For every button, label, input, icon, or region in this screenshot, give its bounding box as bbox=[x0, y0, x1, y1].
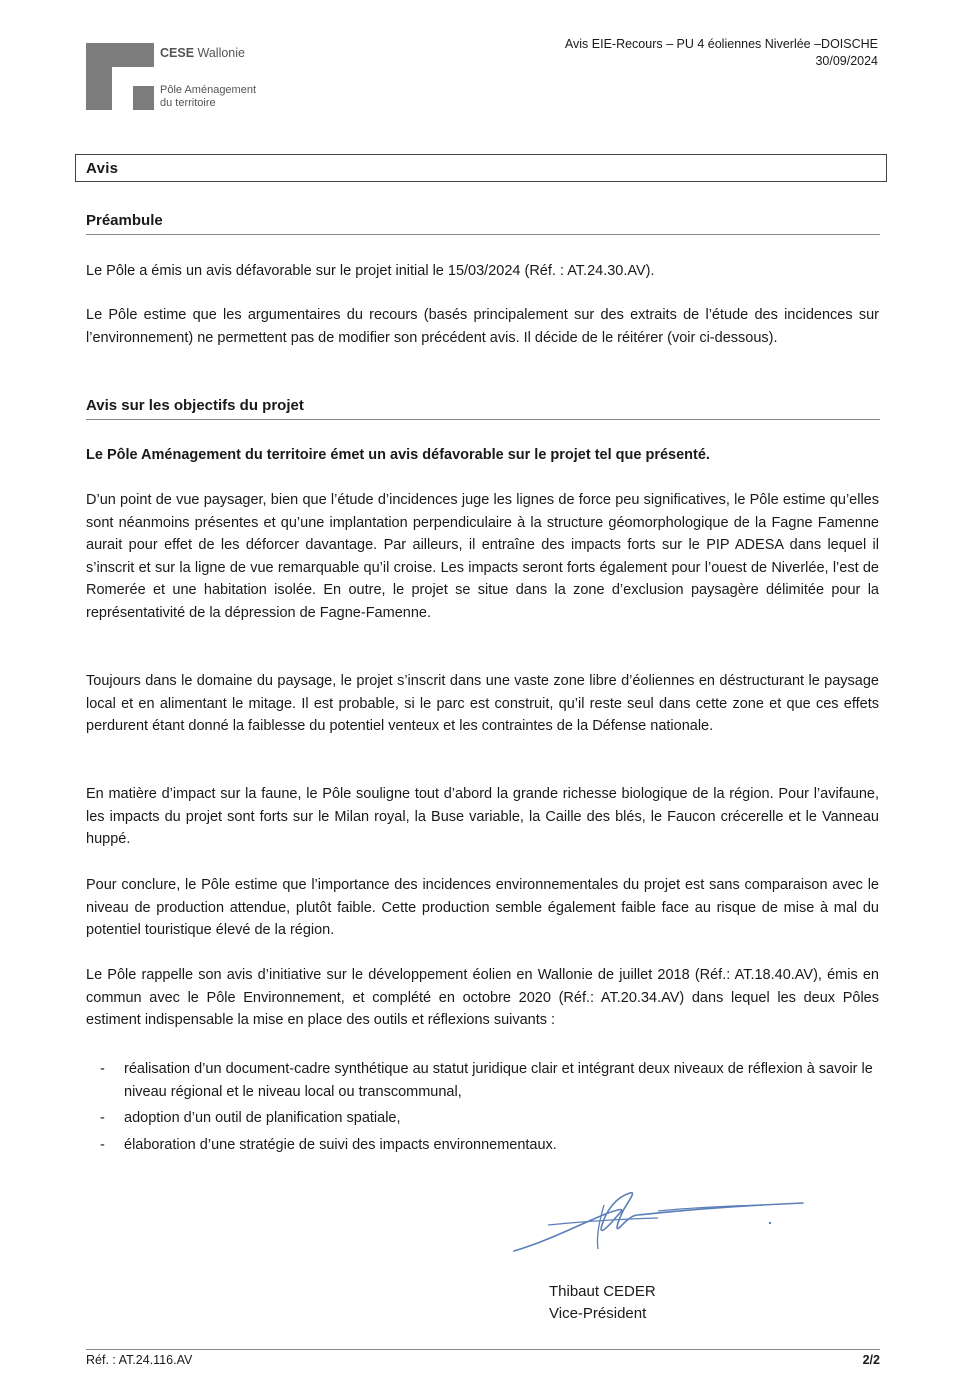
avis-title-box bbox=[75, 154, 887, 182]
list-item: - adoption d’un outil de planification spatiale, bbox=[86, 1107, 879, 1130]
section-title-preambule: Préambule bbox=[86, 212, 880, 235]
paragraph-recourse: Le Pôle estime que les argumentaires du recours (basés principalement sur des extraits de l’étude des incidences sur l’environnement) ne permettent pas de modifier son précédent avis. Il décide de le réitérer (voir ci-dessous). bbox=[86, 307, 879, 346]
page-footer bbox=[86, 1349, 880, 1367]
list-dash: - bbox=[100, 1061, 105, 1077]
list-item: - réalisation d’un document-cadre synthétique au statut juridique clair et intégrant deux niveaux de réflexion à savoir le niveau régional et le niveau local ou transcommunal, bbox=[86, 1058, 879, 1103]
logo-brand: CESE Wallonie bbox=[160, 46, 245, 60]
avis-title: Avis bbox=[86, 160, 119, 177]
signatory bbox=[549, 1281, 656, 1325]
paragraph-fauna: En matière d’impact sur la faune, le Pôle souligne tout d’abord la grande richesse biologique de la région. Pour l’avifaune, les impacts du projet sont forts sur le Milan royal, la Buse variable, la Caille des blés, le Faucon crécerelle et le Vanneau huppé. bbox=[86, 786, 879, 847]
paragraph-initiative-reminder: Le Pôle rappelle son avis d’initiative sur le développement éolien en Wallonie de juillet 2018 (Réf.: AT.18.40.AV), émis en commun avec le Pôle Environnement, et complété en octobre 2020 (Réf.: AT.20.34.AV) dans lequel les deux Pôles estiment indispensable la mise en place des outils et réflexions suivants : bbox=[86, 967, 879, 1028]
cese-logo bbox=[86, 43, 276, 113]
signatory-title: Vice-Président bbox=[549, 1305, 647, 1322]
header-reference: Avis EIE-Recours – PU 4 éoliennes Niverlée –DOISCHE bbox=[564, 37, 878, 51]
list-dash: - bbox=[100, 1110, 105, 1126]
footer-reference: Réf. : AT.24.116.AV bbox=[86, 1353, 193, 1367]
paragraph-verdict: Le Pôle Aménagement du territoire émet un avis défavorable sur le projet tel que présenté. bbox=[86, 447, 710, 463]
handwritten-signature bbox=[508, 1185, 808, 1260]
paragraph-landscape-zone: Toujours dans le domaine du paysage, le projet s’inscrit dans une vaste zone libre d’éoliennes en déstructurant le paysage local et en alimentant le mitage. Il est probable, si le parc est construit, qu’il reste seul dans cette zone et que ces effets perdurent étant donné la faiblesse du potentiel venteux et les contraintes de la Défense nationale. bbox=[86, 673, 879, 734]
header-date: 30/09/2024 bbox=[815, 54, 878, 68]
logo-mark-top bbox=[86, 43, 154, 67]
logo-subtitle: Pôle Aménagement du territoire bbox=[160, 84, 257, 109]
section-title-objectifs: Avis sur les objectifs du projet bbox=[86, 397, 880, 420]
logo-mark-square bbox=[133, 86, 154, 110]
paragraph-initial-opinion: Le Pôle a émis un avis défavorable sur le projet initial le 15/03/2024 (Réf. : AT.24.30.AV). bbox=[86, 263, 655, 279]
signatory-name: Thibaut CEDER bbox=[549, 1283, 656, 1300]
list-dash: - bbox=[100, 1136, 105, 1153]
page-number: 2/2 bbox=[862, 1353, 880, 1367]
paragraph-conclusion: Pour conclure, le Pôle estime que l’importance des incidences environnementales du projet est sans comparaison avec le niveau de production attendue, plutôt faible. Cette production semble également faible face au risque de mise à mal du potentiel touristique élevé de la région. bbox=[86, 877, 879, 938]
paragraph-landscape: D’un point de vue paysager, bien que l’étude d’incidences juge les lignes de force peu significatives, le Pôle estime qu’elles sont néanmoins présentes et qu’une implantation perpendiculaire à la structure géomorphologique de la Fagne Famenne aurait pour effet de les déforcer davantage. Par ailleurs, il entraîne des impacts forts sur le PIP ADESA dans lequel il s’inscrit et sur la ligne de vue remarquable qu’il croise. Les impacts seront forts également pour l’ouest de Niverlée, l’est de Romerée et une habitation isolée. En outre, le projet se situe dans la zone d’exclusion paysagère délimitée pour la représentativité de la dépression de Fagne-Famenne. bbox=[86, 492, 879, 621]
document-header bbox=[565, 36, 878, 70]
recommendations-list bbox=[86, 1058, 879, 1160]
list-item: - élaboration d’une stratégie de suivi des impacts environnementaux. bbox=[86, 1134, 879, 1157]
